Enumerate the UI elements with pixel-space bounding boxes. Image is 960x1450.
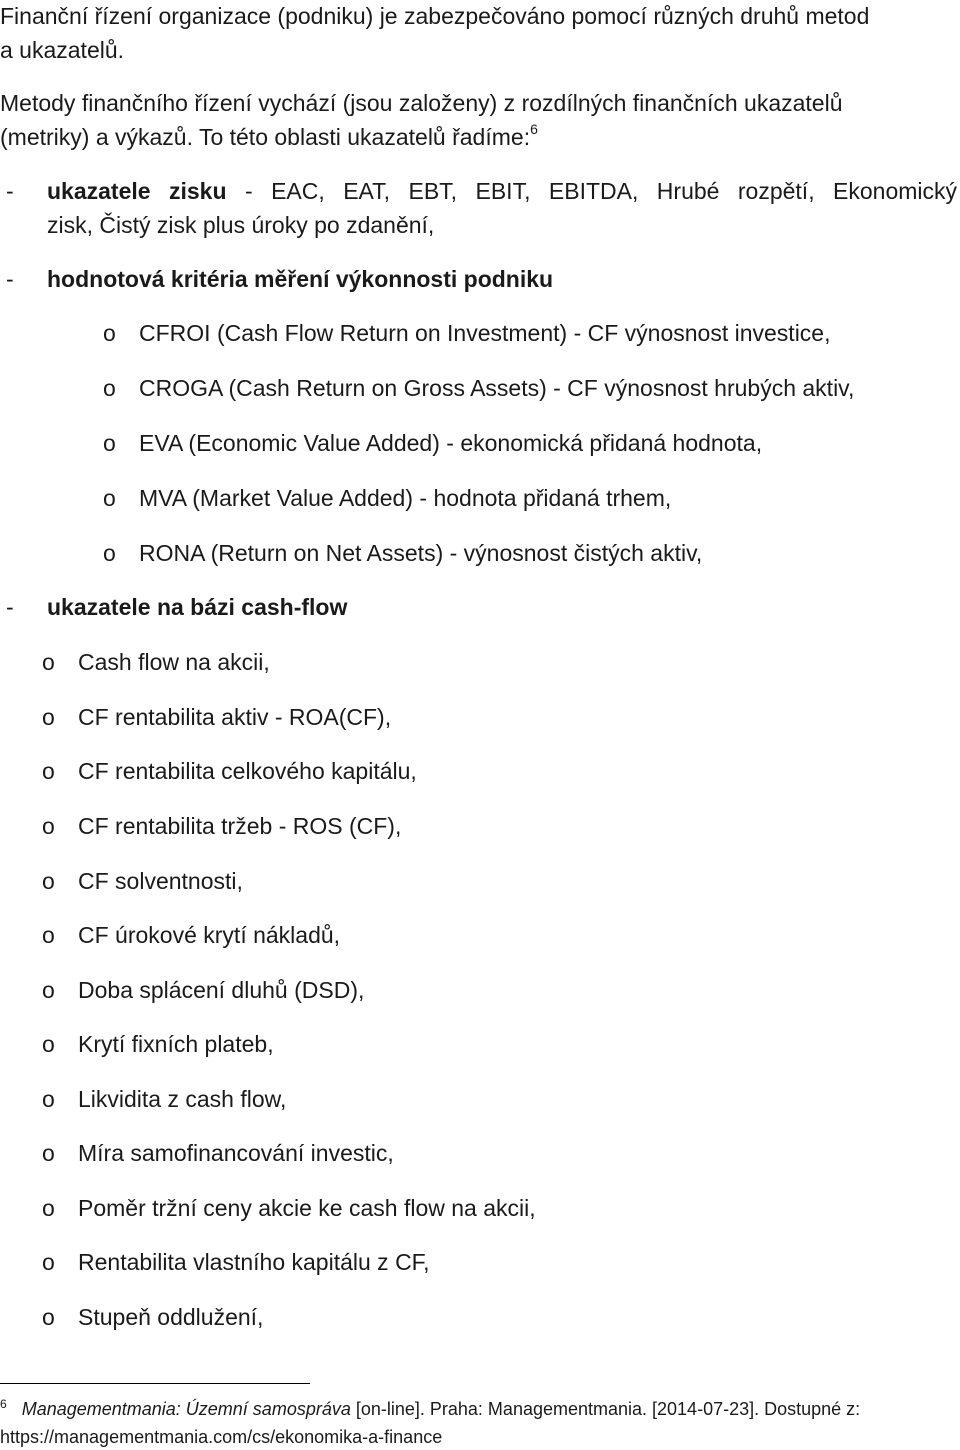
list-item-text: CF rentabilita celkového kapitálu, [78, 758, 417, 784]
bullet-icon: o [42, 1195, 55, 1221]
bullet-icon: o [103, 430, 116, 456]
cashflow-section-heading: ukazatele na bázi cash-flow [47, 594, 348, 620]
bullet-icon: o [42, 1304, 55, 1330]
list-item-text: Krytí fixních plateb, [78, 1031, 274, 1057]
footnote-reference: 6 [530, 121, 538, 138]
list-item-text: CROGA (Cash Return on Gross Assets) - CF výnosnost hrubých aktiv, [139, 375, 855, 401]
bullet-icon: o [42, 868, 55, 894]
list-item-text: CF rentabilita tržeb - ROS (CF), [78, 813, 402, 839]
list-item-text: Rentabilita vlastního kapitálu z CF, [78, 1249, 430, 1275]
intro-paragraph-1-line-2: a ukazatelů. [0, 37, 125, 63]
bullet-icon: o [42, 1086, 55, 1112]
value-section-heading: hodnotová kritéria měření výkonnosti podniku [47, 266, 554, 292]
bullet-icon: o [103, 540, 116, 566]
bullet-icon: o [42, 1031, 55, 1057]
bullet-icon: o [103, 375, 116, 401]
list-item-text: CF rentabilita aktiv - ROA(CF), [78, 704, 392, 730]
list-item-text: CF solventnosti, [78, 868, 243, 894]
intro-paragraph-1-line-1: Finanční řízení organizace (podniku) je zabezpečováno pomocí různých druhů metod [0, 3, 870, 29]
bullet-icon: o [42, 1140, 55, 1166]
bullet-icon: o [103, 320, 116, 346]
bullet-icon: o [42, 813, 55, 839]
list-item-text: CFROI (Cash Flow Return on Investment) - CF výnosnost investice, [139, 320, 831, 346]
footnote-divider [0, 1383, 310, 1384]
value-section-dash: - [6, 266, 14, 292]
footnote-source-details: [on-line]. Praha: Managementmania. [2014-07-23]. Dostupné z: [350, 1399, 861, 1419]
cashflow-section-dash: - [6, 594, 14, 620]
bullet-icon: o [42, 649, 55, 675]
list-item-text: CF úrokové krytí nákladů, [78, 922, 341, 948]
profit-section-line-2: zisk, Čistý zisk plus úroky po zdanění, [47, 212, 435, 238]
list-item-text: MVA (Market Value Added) - hodnota přidaná trhem, [139, 485, 672, 511]
list-item-text: Doba splácení dluhů (DSD), [78, 977, 365, 1003]
list-item-text: RONA (Return on Net Assets) - výnosnost čistých aktiv, [139, 540, 703, 566]
bullet-icon: o [42, 977, 55, 1003]
list-item-text: Míra samofinancování investic, [78, 1140, 394, 1166]
footnote-url[interactable]: https://managementmania.com/cs/ekonomika-a-finance [0, 1427, 443, 1447]
list-item-text: Stupeň oddlužení, [78, 1304, 264, 1330]
profit-section-line-1 [47, 177, 957, 205]
bullet-icon: o [42, 704, 55, 730]
profit-section-heading: ukazatele zisku [47, 178, 227, 204]
profit-section-text: - EAC, EAT, EBT, EBIT, EBITDA, Hrubé rozpětí, Ekonomický [226, 178, 958, 204]
intro-paragraph-2-line-1: Metody finančního řízení vychází (jsou založeny) z rozdílných finančních ukazatelů [0, 90, 843, 116]
list-item-text: Cash flow na akcii, [78, 649, 270, 675]
intro-paragraph-2-text: (metriky) a výkazů. To této oblasti ukazatelů řadíme: [0, 124, 531, 150]
bullet-icon: o [103, 485, 116, 511]
footnote-number: 6 [0, 1397, 7, 1411]
list-item-text: EVA (Economic Value Added) - ekonomická přidaná hodnota, [139, 430, 763, 456]
intro-paragraph-2-line-2 [0, 123, 538, 151]
profit-section-dash: - [6, 178, 14, 204]
list-item-text: Poměr tržní ceny akcie ke cash flow na akcii, [78, 1195, 536, 1221]
bullet-icon: o [42, 758, 55, 784]
bullet-icon: o [42, 1249, 55, 1275]
footnote-line-1 [0, 1398, 860, 1422]
list-item-text: Likvidita z cash flow, [78, 1086, 287, 1112]
bullet-icon: o [42, 922, 55, 948]
footnote-source-title: Managementmania: Územní samospráva [21, 1399, 351, 1419]
